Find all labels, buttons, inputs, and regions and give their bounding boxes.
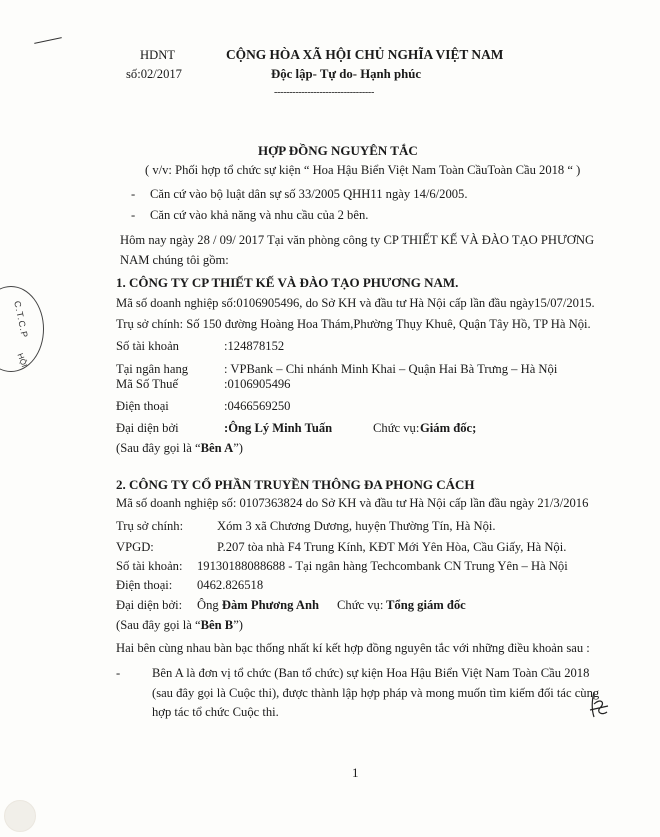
party-a-bank-label: Tại ngân hang: [116, 362, 189, 376]
party-a-business-id: Mã số doanh nghiệp số:0106905496, do Sở KH và đầu tư Hà Nội cấp lần đầu ngày15/07/2015.: [116, 296, 595, 310]
bullet: -: [131, 208, 136, 222]
motto: Độc lập- Tự do- Hạnh phúc: [271, 67, 422, 81]
party-a-tax-label: Mã Số Thuế: [116, 377, 179, 391]
intro-line-2: NAM chúng tôi gồm:: [120, 253, 229, 267]
punch-hole: [4, 800, 36, 832]
party-a-account-value: :124878152: [224, 339, 285, 353]
stamp-text: C.T.C.P: [12, 300, 30, 340]
agreement-intro: Hai bên cùng nhau bàn bạc thống nhất kí kết hợp đồng nguyên tắc với những điều khoản sau :: [116, 641, 590, 655]
party-a-position-value: Giám đốc;: [420, 421, 477, 435]
party-a-alias: (Sau đây gọi là “Bên A”): [116, 441, 243, 455]
header-rule: ---------------------------------: [274, 87, 374, 98]
party-b-account-value: 19130188088688 - Tại ngân hàng Techcombank CN Trung Yên – Hà Nội: [197, 559, 568, 573]
doc-number: số:02/2017: [126, 67, 182, 81]
party-b-phone-label: Điện thoại:: [116, 578, 173, 592]
party-b-rep-label: Đại diện bởi:: [116, 598, 183, 612]
party-b-alias: (Sau đây gọi là “Bên B”): [116, 618, 243, 632]
pen-mark: [34, 37, 62, 44]
basis-1: Căn cứ vào bộ luật dân sự số 33/2005 QHH11 ngày 14/6/2005.: [150, 187, 468, 201]
party-a-position-label: Chức vụ:: [373, 421, 420, 435]
basis-2: Căn cứ vào khả năng và nhu cầu của 2 bên.: [150, 208, 369, 222]
party-a-phone-label: Điện thoại: [116, 399, 169, 413]
bullet: -: [116, 666, 121, 680]
intro-line-1: Hôm nay ngày 28 / 09/ 2017 Tại văn phòng công ty CP THIẾT KẾ VÀ ĐÀO TẠO PHƯƠNG: [120, 233, 595, 247]
party-b-vpgd-value: P.207 tòa nhà F4 Trung Kính, KĐT Mới Yên Hòa, Cầu Giấy, Hà Nội.: [217, 540, 567, 554]
country-heading: CỘNG HÒA XÃ HỘI CHỦ NGHĨA VIỆT NAM: [226, 47, 504, 62]
party-b-heading: 2. CÔNG TY CỔ PHẦN TRUYỀN THÔNG ĐA PHONG CÁCH: [116, 477, 475, 492]
party-a-bank-value: : VPBank – Chi nhánh Minh Khai – Quận Hai Bà Trưng – Hà Nội: [224, 362, 558, 376]
party-b-position-value: Tổng giám đốc: [386, 598, 466, 612]
clause-line-2: (sau đây gọi là Cuộc thi), được thành lập hợp pháp và mong muốn tìm kiếm đối tác cùng: [152, 686, 600, 700]
party-b-office-value: Xóm 3 xã Chương Dương, huyện Thường Tín, Hà Nội.: [217, 519, 496, 533]
page-number: 1: [352, 765, 359, 780]
party-a-heading: 1. CÔNG TY CP THIẾT KẾ VÀ ĐÀO TẠO PHƯƠNG NAM.: [116, 275, 459, 290]
clause-line-3: hợp tác tổ chức Cuộc thi.: [152, 705, 279, 719]
party-a-rep-label: Đại diện bởi: [116, 421, 179, 435]
party-b-rep-value: Ông Đàm Phương Anh: [197, 598, 319, 612]
party-b-position-label: Chức vụ:: [337, 598, 384, 612]
doc-code: HDNT: [140, 48, 175, 62]
party-b-business-id: Mã số doanh nghiệp số: 0107363824 do Sở KH và đầu tư Hà Nội cấp lần đầu ngày 21/3/2016: [116, 496, 589, 510]
party-b-phone-value: 0462.826518: [197, 578, 264, 592]
party-a-office: Trụ sở chính: Số 150 đường Hoàng Hoa Thám,Phường Thụy Khuê, Quận Tây Hồ, TP Hà Nội.: [116, 317, 591, 331]
clause-line-1: Bên A là đơn vị tổ chức (Ban tổ chức) sự kiện Hoa Hậu Biển Việt Nam Toàn Cầu 2018: [152, 666, 590, 680]
party-b-office-label: Trụ sở chính:: [116, 519, 184, 533]
stamp-text-2: HỘI: [15, 352, 29, 369]
party-a-tax-value: :0106905496: [224, 377, 291, 391]
party-b-vpgd-label: VPGD:: [116, 540, 154, 554]
contract-subject: ( v/v: Phối hợp tổ chức sự kiện “ Hoa Hậu Biển Việt Nam Toàn CầuToàn Cầu 2018 “ ): [145, 163, 581, 177]
party-b-account-label: Số tài khoản:: [116, 559, 183, 573]
party-a-phone-value: :0466569250: [224, 399, 291, 413]
bullet: -: [131, 187, 136, 201]
party-a-account-label: Số tài khoản: [116, 339, 179, 353]
initials-signature-icon: [588, 690, 610, 720]
contract-title: HỢP ĐỒNG NGUYÊN TẮC: [258, 143, 418, 158]
party-a-rep-value: :Ông Lý Minh Tuấn: [224, 421, 333, 435]
